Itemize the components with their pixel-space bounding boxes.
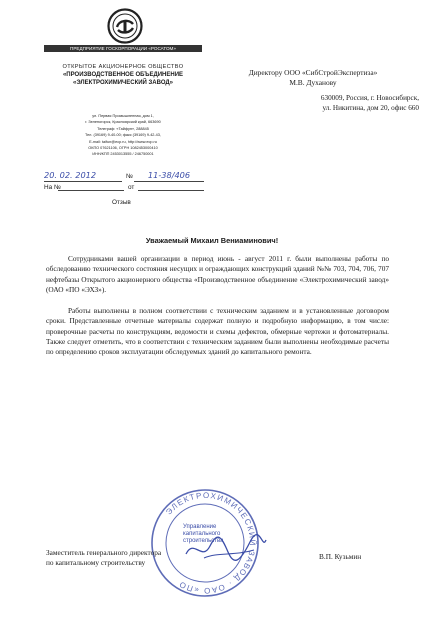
contact-line: E-mail: taifun@ecp.ru, http://www.ecp.ru: [89, 139, 157, 144]
signer-title: [46, 548, 161, 569]
body-paragraph: Работы выполнены в полном соответствии с техническим заданием и в установленные договором сроки. Представленные отчетные материалы содержат полную и подробную информацию, в том числе: проверочные расчеты по конструкциям, ведомости и схемы дефектов, обмерные чертежи и фотоматериалы. Также следует отметить, что в соответствии с техническим заданием были выполнены необходимые расчеты по определению сроков эксплуатации обследуемых зданий до капитального ремонта.: [46, 306, 389, 357]
stamp-line: Управление: [183, 524, 217, 530]
recipient-block: [210, 68, 416, 88]
stamp-line: капитального: [183, 531, 221, 538]
contact-line: ОКПО 07621106, ОГРН 1082453000410: [88, 146, 158, 151]
signer-name: В.П. Кузьмин: [319, 552, 362, 561]
contact-line: Телеграф: «Тайфун», 288845: [97, 126, 149, 131]
org-name: [40, 71, 206, 87]
contacts-block: [60, 113, 186, 158]
address-line: ул. Никитина, дом 20, офис 660: [322, 104, 419, 112]
handwritten-signature: [180, 532, 270, 566]
signer-title-line: по капитальному строительству: [46, 558, 146, 568]
contact-line: г. Зеленогорск, Красноярский край, 663690: [85, 120, 161, 125]
recipient-title: Директору ООО «СибСтройЭкспертиза»: [248, 68, 378, 77]
signer-title-line: Заместитель генерального директора: [46, 548, 162, 557]
org-type: ОТКРЫТОЕ АКЦИОНЕРНОЕ ОБЩЕСТВО: [62, 64, 184, 70]
reply-number-label: На №: [44, 184, 61, 191]
contact-line: ул. Первая Промышленная, дом 1,: [92, 114, 154, 118]
outgoing-number-label: №: [126, 173, 133, 180]
outgoing-date: 20. 02. 2012: [44, 170, 122, 182]
recipient-address: [254, 93, 419, 113]
recipient-name: М.В. Духанову: [289, 78, 337, 87]
company-logo: [107, 8, 143, 44]
body-paragraph: Сотрудниками вашей организации в период июнь - август 2011 г. были выполнены работы по обследованию технического состояния несущих и ограждающих конструкций зданий №№ 703, 704, 706, 707 нефтебазы Открытого акционерного общества «Производственное объединение «Электрохимический завод» (ОАО «ПО «ЭХЗ»).: [46, 254, 389, 294]
greeting: Уважаемый Михаил Вениаминович!: [145, 236, 279, 245]
contact-line: ИНН/КПП 2453013555 / 246750001: [92, 152, 154, 157]
reply-from-label: от: [128, 184, 135, 191]
stamp-line: строительства: [183, 538, 224, 545]
stamp-ring-text: ЭЛЕКТРОХИМИЧЕСКИЙ ЗАВОД · ОАО «ПО: [164, 490, 258, 596]
org-name-line: «ПРОИЗВОДСТВЕННОЕ ОБЪЕДИНЕНИЕ: [62, 72, 184, 78]
outgoing-number: 11-38/406: [134, 170, 204, 182]
contact-line: Тел. (39169) 9-40-00; факс (39169) 9-42-43,: [85, 133, 161, 138]
address-line: 630009, Россия, г. Новосибирск,: [320, 94, 419, 102]
reply-label: Отзыв: [112, 199, 131, 206]
reply-number-line: [58, 190, 124, 191]
rosatom-bar: ПРЕДПРИЯТИЕ ГОСКОРПОРАЦИИ «РОСАТОМ»: [44, 45, 202, 52]
reply-from-line: [138, 190, 204, 191]
org-name-line: «ЭЛЕКТРОХИМИЧЕСКИЙ ЗАВОД»: [72, 80, 174, 86]
